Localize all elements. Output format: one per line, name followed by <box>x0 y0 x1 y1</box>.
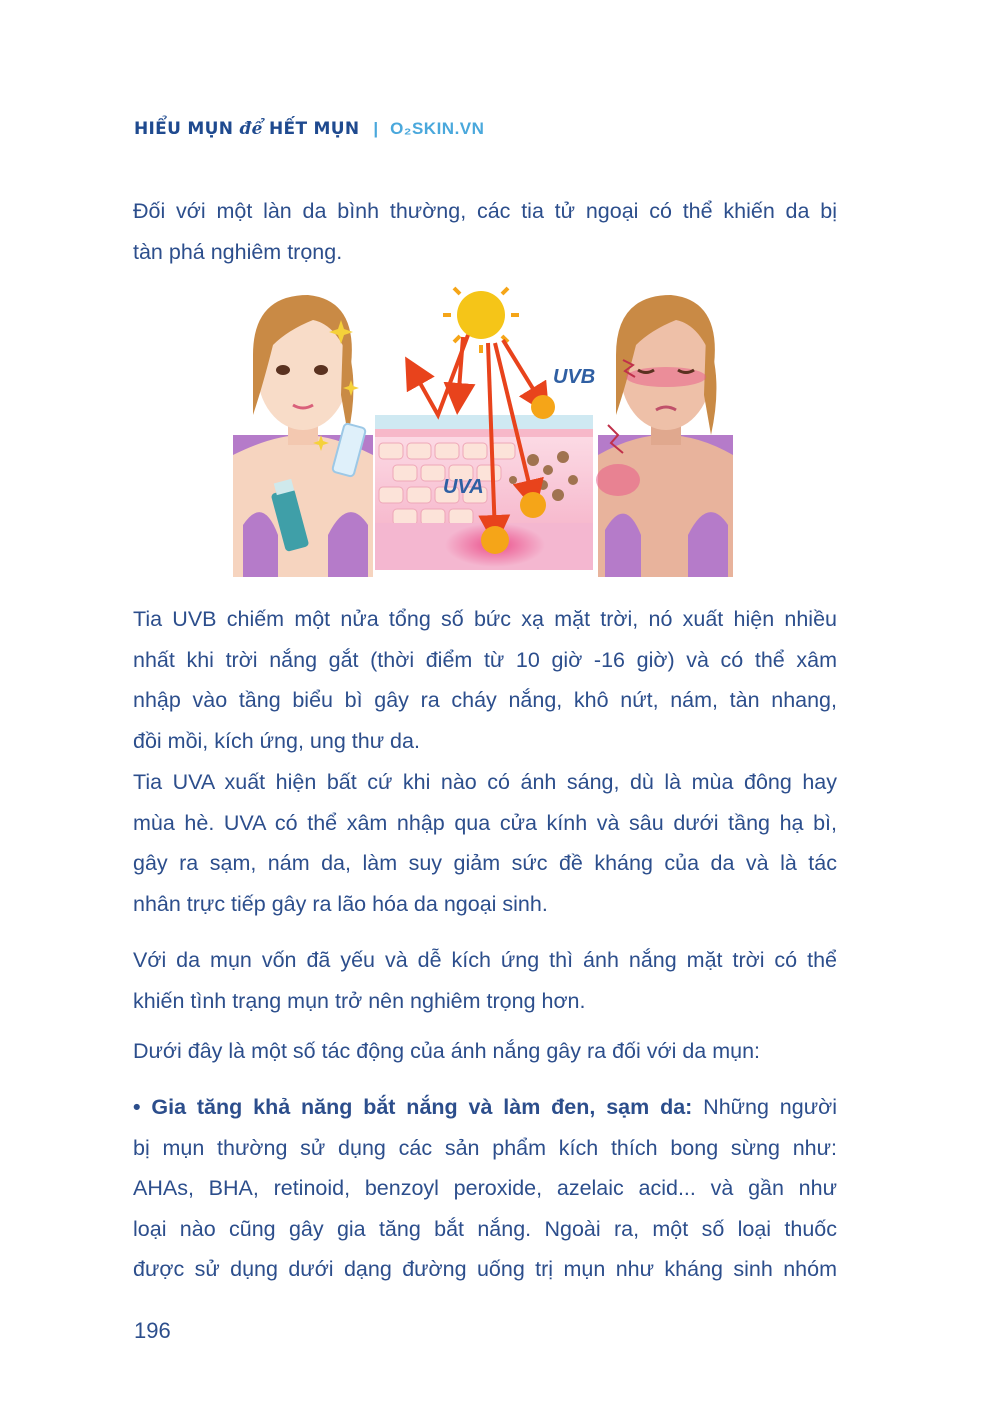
page-number: 196 <box>134 1318 171 1343</box>
text-line: nhân trực tiếp gây ra lão hóa da ngoại sinh. <box>133 891 548 916</box>
book-title: HIỂU MỤN để HẾT MỤN <box>134 119 360 139</box>
bullet-marker: • <box>133 1095 141 1119</box>
text-line: được sử dụng dưới dạng đường uống trị mụn như kháng sinh nhóm <box>133 1257 837 1281</box>
text-span: Những người <box>692 1095 837 1119</box>
paragraph-intro <box>133 191 837 272</box>
text-line: đồi mồi, kích ứng, ung thư da. <box>133 728 420 753</box>
text-line: bị mụn thường sử dụng các sản phẩm kích thích bong sừng như: <box>133 1135 837 1160</box>
text-line: loại nào cũng gây gia tăng bắt nắng. Ngoài ra, một số loại thuốc <box>133 1216 837 1241</box>
bullet-item-photosensitivity <box>133 1087 837 1290</box>
text-line: Đối với một làn da bình thường, các tia tử ngoại có thể khiến da bị <box>133 199 837 223</box>
bullet-first-line <box>133 1087 837 1128</box>
sunburned-skin-woman <box>596 295 733 577</box>
uva-label: UVA <box>443 476 484 498</box>
text-line: Tia UVA xuất hiện bất cứ khi nào có ánh sáng, dù là mùa đông hay <box>133 770 837 794</box>
text-line: nhất khi trời nắng gắt (thời điểm từ 10 giờ -16 giờ) và có thể xâm <box>133 647 837 672</box>
text-line: AHAs, BHA, retinoid, benzoyl peroxide, azelaic acid... và gần như <box>133 1176 837 1200</box>
text-line: Với da mụn vốn đã yếu và dễ kích ứng thì ánh nắng mặt trời có thể <box>133 948 837 972</box>
text-line: Dưới đây là một số tác động của ánh nắng gây ra đối với da mụn: <box>133 1039 761 1063</box>
sun-icon <box>443 285 519 353</box>
paragraph-uvb <box>133 599 837 761</box>
text-line: Tia UVB chiếm một nửa tổng số bức xạ mặt trời, nó xuất hiện nhiều <box>133 607 837 631</box>
paragraph-acne-skin <box>133 940 837 1021</box>
text-line: gây ra sạm, nám da, làm suy giảm sức đề kháng của da và là tác <box>133 851 837 875</box>
website-label: O₂SKIN.VN <box>390 119 485 138</box>
paragraph-uva <box>133 762 837 924</box>
uvb-label: UVB <box>553 366 596 388</box>
text-line: tàn phá nghiêm trọng. <box>133 239 343 264</box>
running-header <box>134 114 484 144</box>
text-line: khiến tình trạng mụn trở nên nghiêm trọng hơn. <box>133 988 586 1013</box>
header-separator: | <box>373 119 379 138</box>
bullet-heading: Gia tăng khả năng bắt nắng và làm đen, sạm da: <box>151 1095 693 1119</box>
healthy-skin-woman <box>233 295 373 577</box>
uv-skin-illustration <box>233 285 733 577</box>
text-line: mùa hè. UVA có thể xâm nhập qua cửa kính và sâu dưới tầng hạ bì, <box>133 810 837 835</box>
text-line: nhập vào tầng biểu bì gây ra cháy nắng, khô nứt, nám, tàn nhang, <box>133 688 837 712</box>
paragraph-list-intro <box>133 1031 837 1072</box>
